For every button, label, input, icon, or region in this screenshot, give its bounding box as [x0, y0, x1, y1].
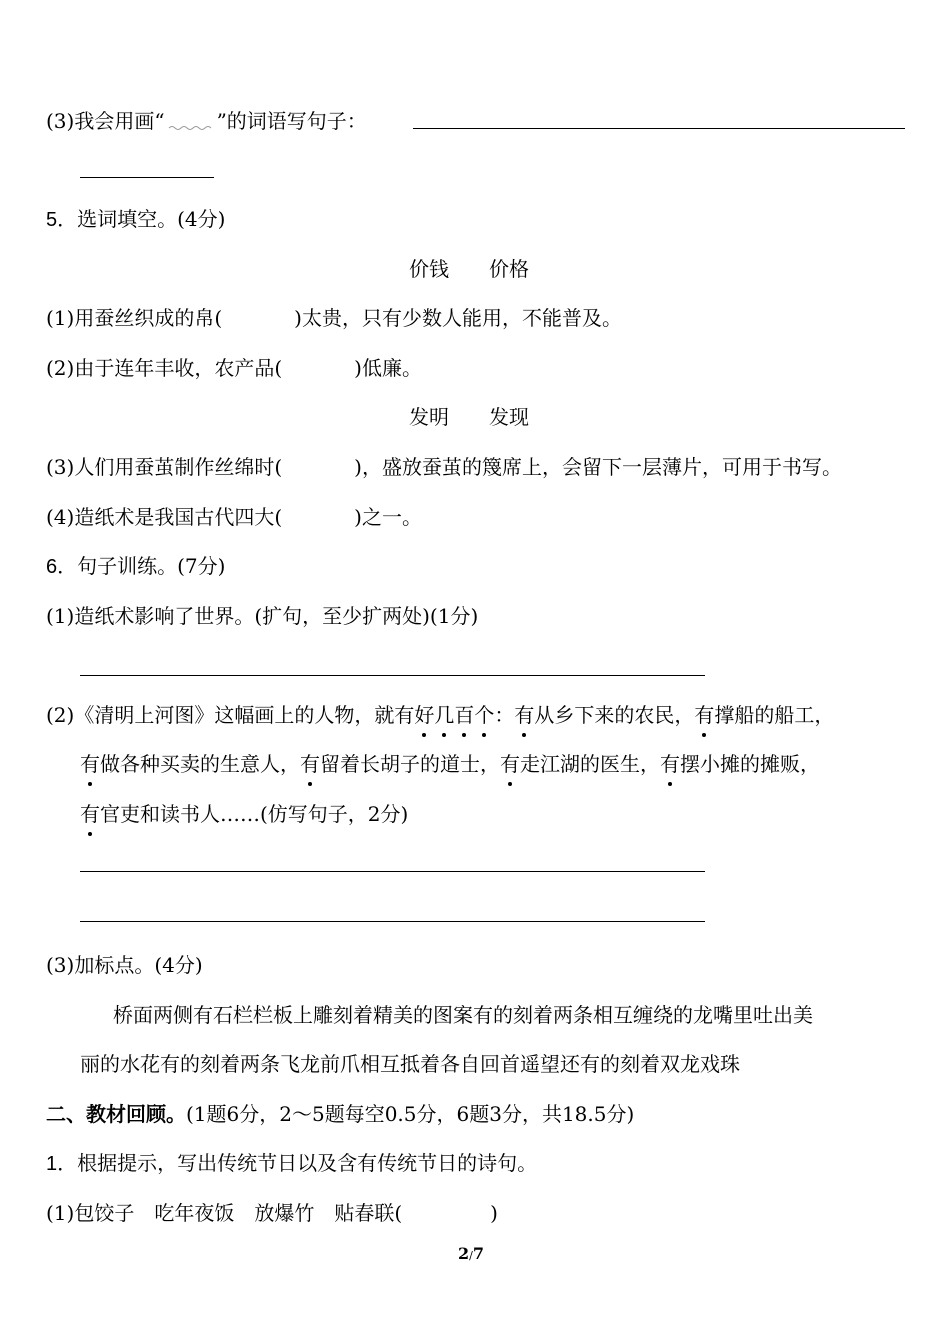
section-2-note: (1题6分，2～5题每空0.5分，6题3分，共18.5分) [186, 1102, 635, 1126]
q6-passage-line-2: 丽的水花有的刻着两条飞龙前爪相互抵着各自回首遥望还有的刻着双龙戏珠 [80, 1052, 740, 1076]
q4-item-3-suffix: ”的词语写句子： [216, 109, 367, 133]
q5-s2-b: )低廉。 [354, 356, 422, 380]
q5-s1-b: )太贵，只有少数人能用，不能普及。 [294, 306, 622, 330]
q6-sentence-2-line-3 [80, 801, 408, 827]
emphasis-dotted-char: 有 [80, 802, 100, 826]
sec2-q1-s1-a: (1)包饺子 吃年夜饭 放爆竹 贴春联( [46, 1201, 403, 1225]
emphasis-dotted-text [414, 703, 494, 727]
q6-s2-text: 撑船的船工， [714, 703, 835, 727]
q5-title [46, 206, 225, 233]
emphasis-dotted-char: 有 [500, 752, 520, 776]
q6-s2-text: 留着长胡子的道士， [320, 752, 500, 776]
q5-number: 5． [46, 209, 78, 231]
q6-s2-text: 做各种买卖的生意人， [100, 752, 300, 776]
q6-sentence-3: (3)加标点。(4分) [46, 953, 203, 977]
q6-sentence-2-line-2 [80, 751, 820, 777]
q6-number: 6． [46, 556, 78, 578]
q5-sentence-2 [46, 355, 422, 381]
emphasis-dotted-char: 有 [300, 752, 320, 776]
emphasis-dotted-char: 有 [514, 703, 535, 727]
page-total: 7 [472, 1244, 484, 1263]
q5-title-text: 选词填空。(4分) [77, 207, 226, 231]
emphasis-dotted-char: 百 [454, 703, 475, 727]
wavy-underline-icon [167, 110, 215, 132]
section-2-heading [46, 1101, 634, 1127]
q6-s2-text: (2)《清明上河图》这幅画上的人物，就有 [46, 703, 415, 727]
q6-s2-text: 官吏和读书人……(仿写句子，2分) [100, 802, 409, 826]
answer-line[interactable] [413, 128, 905, 129]
q4-item-3 [46, 108, 367, 134]
section-2-title: 二、教材回顾。 [46, 1102, 186, 1126]
q6-passage-line-1: 桥面两侧有石栏栏板上雕刻着精美的图案有的刻着两条相互缠绕的龙嘴里吐出美 [113, 1003, 813, 1027]
sec2-q1-s1-b: ) [490, 1201, 498, 1225]
answer-line[interactable] [80, 871, 705, 872]
sec2-q1-title [46, 1150, 537, 1177]
q6-sentence-2-line-1 [46, 702, 834, 728]
q5-s3-a: (3)人们用蚕茧制作丝绵时( [46, 455, 283, 479]
q5-s1-a: (1)用蚕丝织成的帛( [46, 306, 223, 330]
q4-item-3-prefix: (3)我会用画“ [46, 109, 165, 133]
q5-sentence-1 [46, 305, 622, 331]
q6-s2-text: 走江湖的医生， [520, 752, 660, 776]
q6-title [46, 553, 225, 580]
emphasis-dotted-char: 个 [474, 703, 495, 727]
q5-sentence-3 [46, 454, 842, 480]
page-number [458, 1241, 484, 1269]
q6-sentence-1: (1)造纸术影响了世界。(扩句，至少扩两处)(1分) [46, 604, 479, 628]
q5-choices-1: 价钱 价格 [409, 257, 529, 281]
q6-s2-text: 从乡下来的农民， [534, 703, 695, 727]
q5-s3-b: )，盛放蚕茧的篾席上，会留下一层薄片，可用于书写。 [354, 455, 842, 479]
answer-line[interactable] [80, 921, 705, 922]
q6-title-text: 句子训练。(7分) [77, 554, 226, 578]
q5-sentence-4 [46, 504, 422, 530]
page-separator: / [469, 1249, 473, 1262]
emphasis-dotted-char: 有 [660, 752, 680, 776]
q6-s2-text: 摆小摊的摊贩， [680, 752, 820, 776]
q5-choices-2: 发明 发现 [409, 405, 529, 429]
answer-line[interactable] [80, 675, 705, 676]
emphasis-dotted-char: 有 [694, 703, 715, 727]
sec2-q1-number: 1． [46, 1153, 78, 1175]
sec2-q1-item-1 [46, 1200, 498, 1226]
q6-s2-text: ： [494, 703, 515, 727]
answer-line[interactable] [80, 177, 214, 178]
page-current: 2 [458, 1244, 470, 1263]
q5-s2-a: (2)由于连年丰收，农产品( [46, 356, 283, 380]
emphasis-dotted-char: 有 [80, 752, 100, 776]
q5-s4-b: )之一。 [354, 505, 422, 529]
sec2-q1-text: 根据提示，写出传统节日以及含有传统节日的诗句。 [77, 1151, 538, 1175]
emphasis-dotted-char: 好 [414, 703, 435, 727]
q5-s4-a: (4)造纸术是我国古代四大( [46, 505, 283, 529]
emphasis-dotted-char: 几 [434, 703, 455, 727]
